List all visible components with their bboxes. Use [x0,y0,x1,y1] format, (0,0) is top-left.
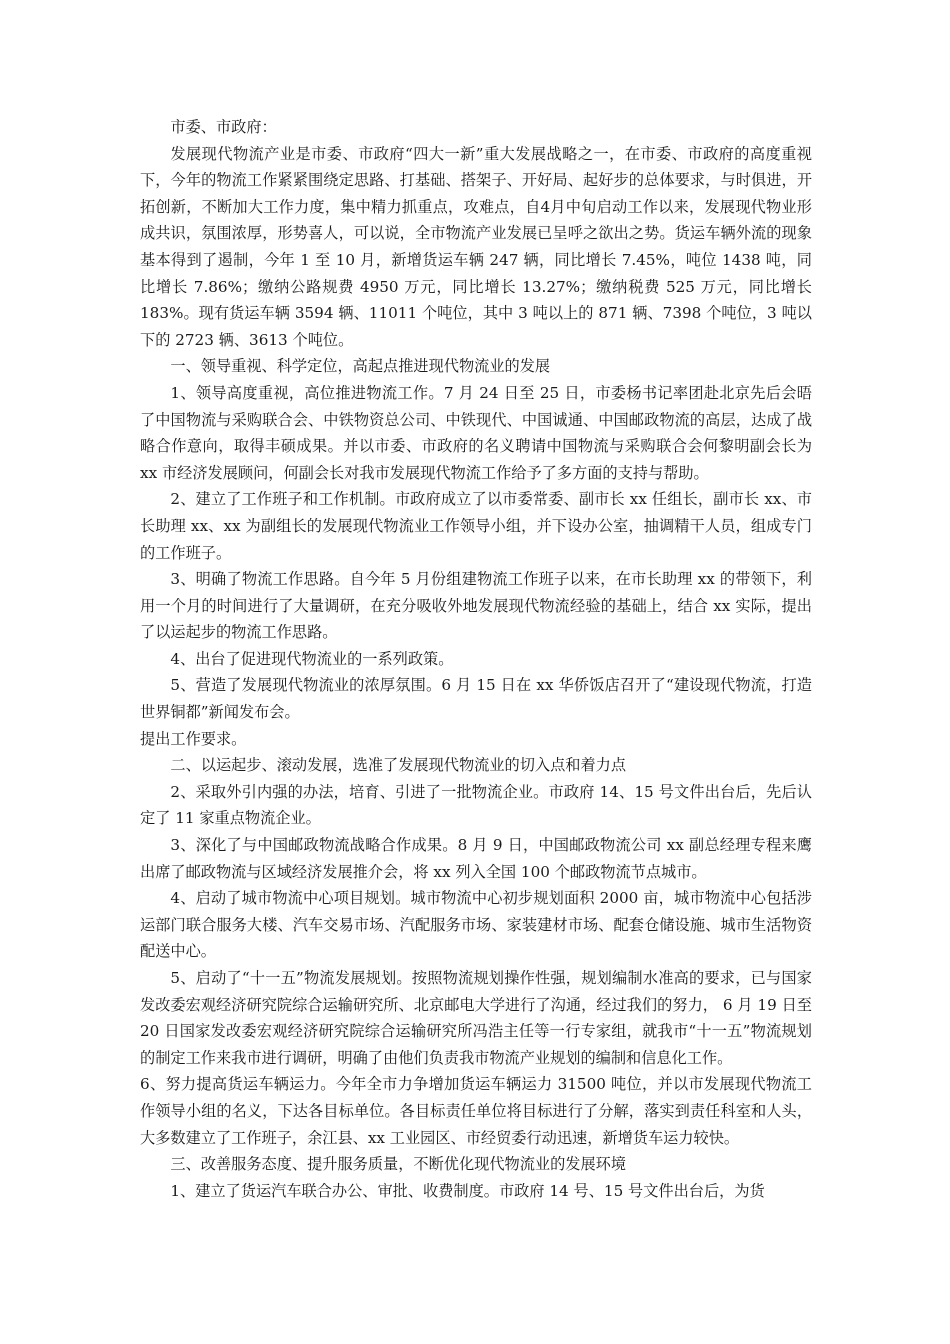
paragraph: 3、深化了与中国邮政物流战略合作成果。8 月 9 日，中国邮政物流公司 xx 副总经理专程来鹰出席了邮政物流与区域经济发展推介会，将 xx 列入全国 100 个邮政物流节点城市。 [140,836,812,881]
paragraph: 2、建立了工作班子和工作机制。市政府成立了以市委常委、副市长 xx 任组长，副市长 xx、市长助理 xx、xx 为副组长的发展现代物流业工作领导小组，并下设办公室，抽调精干人员，组成专门的工作班子。 [140,490,812,562]
section-heading-3: 三、改善服务态度、提升服务质量，不断优化现代物流业的发展环境 [170,1155,627,1174]
paragraph: 4、启动了城市物流中心项目规划。城市物流中心初步规划面积 2000 亩，城市物流中心包括涉运部门联合服务大楼、汽车交易市场、汽配服务市场、家装建材市场、配套仓储设施、城市生活物资配送中心。 [140,889,812,961]
salutation: 市委、市政府： [170,118,277,136]
paragraph: 5、营造了发展现代物流业的浓厚氛围。6 月 15 日在 xx 华侨饭店召开了“建设现代物流，打造世界铜都”新闻发布会。 [140,676,812,722]
paragraph: 3、明确了物流工作思路。自今年 5 月份组建物流工作班子以来，在市长助理 xx 的带领下，利用一个月的时间进行了大量调研，在充分吸收外地发展现代物流经验的基础上，结合 xx 实际，提出了以运起步的物流工作思路。 [140,570,812,642]
paragraph: 1、领导高度重视，高位推进物流工作。7 月 24 日至 25 日，市委杨书记率团赴北京先后会晤了中国物流与采购联合会、中铁物资总公司、中铁现代、中国诚通、中国邮政物流的高层，达成了战略合作意向，取得丰硕成果。并以市委、市政府的名义聘请中国物流与采购联合会何黎明副会长为 xx 市经济发展顾问，何副会长对我市发展现代物流工作给予了多方面的支持与帮助。 [140,383,812,482]
paragraph: 提出工作要求。 [140,729,247,748]
paragraph: 2、采取外引内强的办法，培育、引进了一批物流企业。市政府 14、15 号文件出台后，先后认定了 11 家重点物流企业。 [140,782,812,828]
paragraph: 5、启动了“十一五”物流发展规划。按照物流规划操作性强，规划编制水准高的要求，已与国家发改委宏观经济研究院综合运输研究所、北京邮电大学进行了沟通，经过我们的努力， 6 月 19 日至 20 日国家发改委宏观经济研究院综合运输研究所冯浩主任等一行专家组，就我市“十一五”物流规划的制定工作来我市进行调研，明确了由他们负责我市物流产业规划的编制和信息化工作。 [140,969,812,1067]
paragraph: 1、建立了货运汽车联合办公、审批、收费制度。市政府 14 号、15 号文件出台后，为货 [170,1181,765,1200]
section-heading-2: 二、以运起步、滚动发展，选准了发展现代物流业的切入点和着力点 [170,756,627,775]
paragraph: 6、努力提高货运车辆运力。今年全市力争增加货运车辆运力 31500 吨位，并以市发展现代物流工作领导小组的名义，下达各目标单位。各目标责任单位将目标进行了分解，落实到责任科室和人头，大多数建立了工作班子，余江县、xx 工业园区、市经贸委行动迅速，新增货车运力较快。 [140,1075,812,1147]
section-heading-1: 一、领导重视、科学定位，高起点推进现代物流业的发展 [170,357,551,376]
paragraph: 4、出台了促进现代物流业的一系列政策。 [170,649,454,668]
document-page [140,114,812,1204]
paragraph-intro: 发展现代物流产业是市委、市政府“四大一新”重大发展战略之一，在市委、市政府的高度重视下，今年的物流工作紧紧围绕定思路、打基础、搭架子、开好局、起好步的总体要求，与时俱进，开拓创新，不断加大工作力度，集中精力抓重点，攻难点，自4月中旬启动工作以来，发展现代物业形成共识，氛围浓厚，形势喜人，可以说，全市物流产业发展已呈呼之欲出之势。货运车辆外流的现象基本得到了遏制，今年 1 至 10 月，新增货运车辆 247 辆，同比增长 7.45%，吨位 1438 吨，同比增长 7.86%；缴纳公路规费 4950 万元，同比增长 13.27%；缴纳税费 525 万元，同比增长 183%。现有货运车辆 3594 辆、11011 个吨位，其中 3 吨以上的 871 辆、7398 个吨位，3 吨以下的 2723 辆、3613 个吨位。 [140,144,812,349]
